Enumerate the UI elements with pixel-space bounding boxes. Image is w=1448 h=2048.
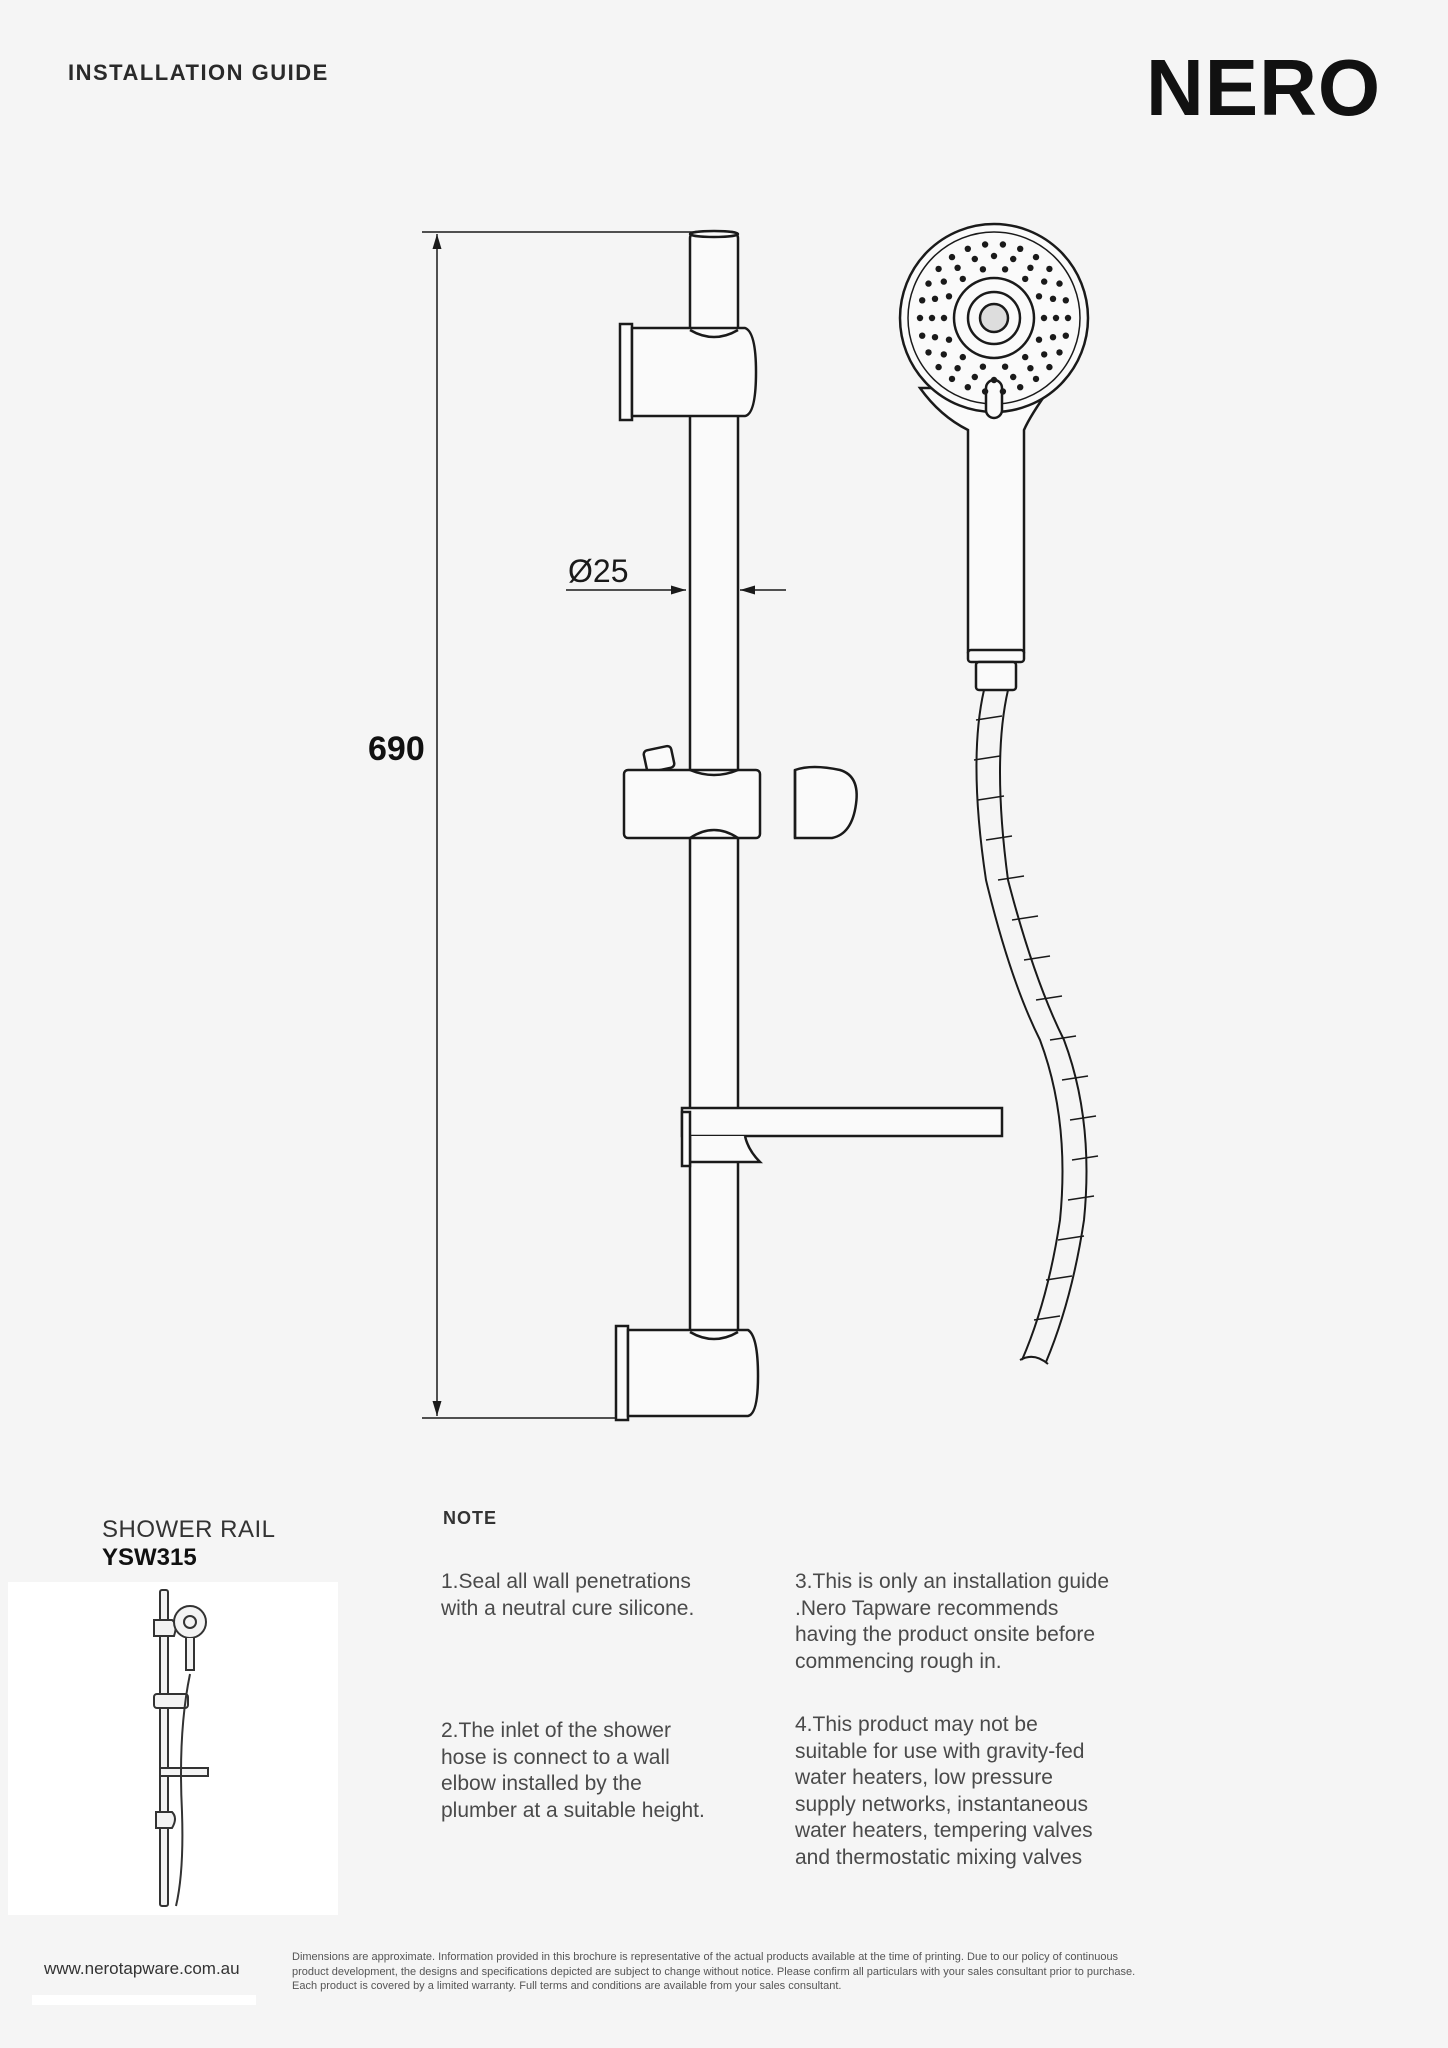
- hose-segment-ring: [974, 756, 1000, 760]
- spray-nozzle: [954, 365, 960, 371]
- spray-nozzle: [946, 337, 952, 343]
- hose-segment-ring: [998, 876, 1024, 880]
- slider-holder: [624, 745, 857, 838]
- spray-nozzle: [949, 376, 955, 382]
- product-name: SHOWER RAIL: [102, 1516, 276, 1543]
- spray-nozzle: [972, 256, 978, 262]
- spray-nozzle: [1041, 351, 1047, 357]
- spray-nozzle: [1065, 315, 1071, 321]
- spray-nozzle: [982, 241, 988, 247]
- height-dimension-label: 690: [368, 730, 425, 768]
- spray-nozzle: [991, 377, 997, 383]
- spray-nozzle: [1027, 365, 1033, 371]
- spray-nozzle: [1046, 364, 1052, 370]
- spray-nozzle: [960, 276, 966, 282]
- spray-nozzle: [1053, 315, 1059, 321]
- spray-nozzle: [960, 354, 966, 360]
- spray-nozzle: [1022, 354, 1028, 360]
- spray-nozzle: [1056, 280, 1062, 286]
- spray-nozzle: [935, 266, 941, 272]
- spray-nozzle: [1000, 241, 1006, 247]
- spray-nozzle: [1041, 315, 1047, 321]
- hose-segment-ring: [1036, 996, 1062, 1000]
- spray-nozzle: [1041, 278, 1047, 284]
- spray-nozzle: [1027, 265, 1033, 271]
- spray-nozzle: [980, 266, 986, 272]
- spray-nozzle: [932, 296, 938, 302]
- spray-nozzle: [919, 297, 925, 303]
- spray-nozzle: [965, 246, 971, 252]
- spray-nozzle: [1033, 376, 1039, 382]
- note-heading: NOTE: [443, 1508, 498, 1528]
- spray-nozzle: [935, 364, 941, 370]
- hose-segment-ring: [1024, 956, 1050, 960]
- spray-nozzle: [917, 315, 923, 321]
- note-item: 1.Seal all wall penetrations with a neutral cure silicone.: [441, 1570, 695, 1620]
- spray-nozzle: [972, 374, 978, 380]
- spray-nozzle: [929, 315, 935, 321]
- spray-nozzle: [954, 265, 960, 271]
- spray-nozzle: [1002, 364, 1008, 370]
- spray-nozzle: [991, 253, 997, 259]
- spray-nozzle: [941, 278, 947, 284]
- spray-nozzle: [965, 384, 971, 390]
- spray-nozzle: [1063, 333, 1069, 339]
- diameter-dimension-label: Ø25: [568, 553, 629, 589]
- spray-nozzle: [925, 280, 931, 286]
- spray-nozzle: [1036, 293, 1042, 299]
- spray-nozzle: [1050, 334, 1056, 340]
- spray-nozzle: [1017, 384, 1023, 390]
- spray-nozzle: [1000, 388, 1006, 394]
- hose-segment-ring: [1072, 1156, 1098, 1160]
- spray-nozzle: [1050, 296, 1056, 302]
- spray-nozzle: [1046, 266, 1052, 272]
- spray-nozzle: [980, 364, 986, 370]
- spray-nozzle: [1022, 276, 1028, 282]
- spray-nozzle: [1063, 297, 1069, 303]
- note-item: 4.This product may not be suitable for use with gravity-fed water heaters, low pressure supply networks, instantaneous water heaters, tempering valves and thermostatic mixing valves: [795, 1713, 1093, 1869]
- hose-segment-ring: [986, 836, 1012, 840]
- product-thumbnail: [8, 1582, 338, 1915]
- top-wall-bracket: [620, 324, 756, 420]
- spray-nozzle: [1010, 374, 1016, 380]
- spray-nozzle: [1036, 337, 1042, 343]
- spray-nozzle: [941, 315, 947, 321]
- guide-title: INSTALLATION GUIDE: [68, 60, 329, 85]
- hose-segment-ring: [1012, 916, 1038, 920]
- spray-nozzle: [1002, 266, 1008, 272]
- note-item: 2.The inlet of the shower hose is connect to a wall elbow installed by the plumber at a suitable height.: [441, 1719, 705, 1822]
- disclaimer-text: Dimensions are approximate. Information provided in this brochure is representative of the actual products available at the time of printing. Due to our policy of continuous product development, the designs and specifications depicted are subject to change without notice. Please confirm all particulars with your sales consultant prior to purchase. Each product is covered by a limited warranty. Full terms and conditions are available from your sales consultant.: [292, 1951, 1136, 1992]
- spray-nozzle: [946, 293, 952, 299]
- product-thumbnail-image: [8, 1582, 338, 1915]
- hose-segment-ring: [1068, 1196, 1094, 1200]
- spray-nozzle: [1033, 254, 1039, 260]
- spray-nozzle: [932, 334, 938, 340]
- note-item: 3.This is only an installation guide .Nero Tapware recommends having the product onsite before commencing rough in.: [795, 1570, 1110, 1673]
- spray-nozzle: [949, 254, 955, 260]
- brand-logo: NERO: [1146, 43, 1382, 132]
- soap-shelf: [682, 1108, 1002, 1166]
- spray-nozzle: [941, 351, 947, 357]
- spray-nozzle: [982, 388, 988, 394]
- bottom-wall-bracket: [616, 1326, 758, 1420]
- website-link[interactable]: www.nerotapware.com.au: [44, 1959, 240, 1978]
- spray-nozzle: [919, 333, 925, 339]
- product-code: YSW315: [102, 1544, 197, 1571]
- shower-hose: [976, 690, 1086, 1364]
- website-underline-box: [32, 1995, 256, 2005]
- hose-segments: [974, 716, 1098, 1320]
- spray-nozzle: [925, 349, 931, 355]
- spray-nozzle: [1017, 246, 1023, 252]
- spray-nozzle: [1010, 256, 1016, 262]
- hand-shower: [900, 224, 1088, 690]
- spray-nozzle: [1056, 349, 1062, 355]
